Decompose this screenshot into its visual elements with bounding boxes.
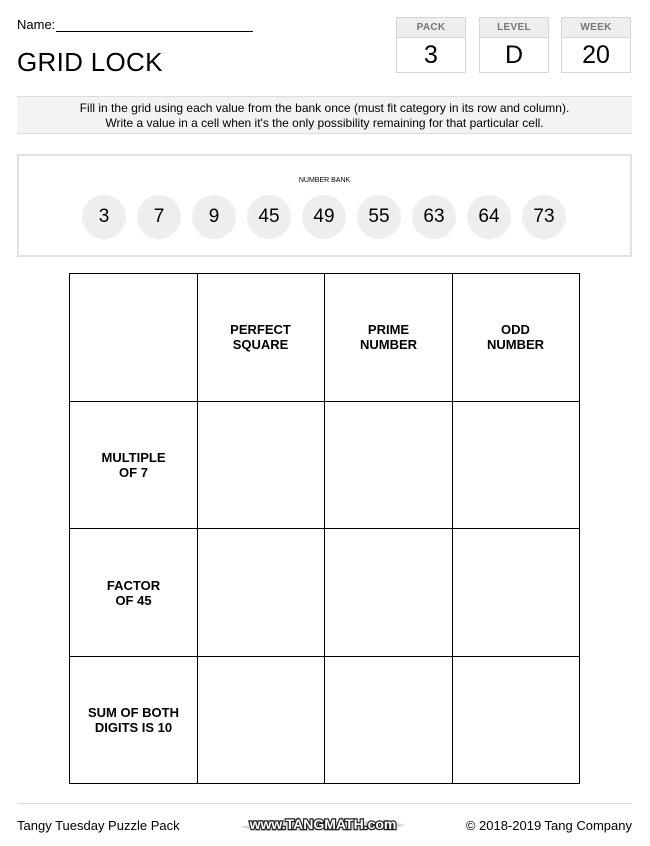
week-label: WEEK <box>562 18 630 38</box>
instructions-line-1: Fill in the grid using each value from the bank once (must fit category in its row and column). <box>79 101 570 115</box>
bank-number: 45 <box>247 195 291 239</box>
page-title: GRID LOCK <box>17 47 163 77</box>
level-box <box>479 17 549 73</box>
footer-pack-name: Tangy Tuesday Puzzle Pack <box>17 818 180 833</box>
answer-cell[interactable] <box>453 529 580 656</box>
footer-divider <box>17 803 632 804</box>
answer-cell[interactable] <box>198 529 325 656</box>
column-header-perfect-square <box>197 322 324 352</box>
row-header-factor-of-45 <box>70 578 197 608</box>
name-field <box>17 17 253 32</box>
row-header-line: OF 45 <box>115 593 152 608</box>
answer-cell[interactable] <box>325 402 452 529</box>
logo-text: www.TANGMATH.com <box>249 816 397 832</box>
tangmath-logo[interactable] <box>238 814 408 834</box>
number-bank-title: NUMBER BANK <box>298 177 351 184</box>
column-header-line: SQUARE <box>232 337 289 352</box>
name-blank-line[interactable] <box>56 18 253 32</box>
answer-cell[interactable] <box>325 657 452 784</box>
column-header-line: PERFECT <box>230 322 291 337</box>
bank-number: 63 <box>412 195 456 239</box>
answer-cell[interactable] <box>453 402 580 529</box>
bank-number: 64 <box>467 195 511 239</box>
row-header-line: FACTOR <box>106 578 161 593</box>
row-header-sum-of-digits-10 <box>70 705 197 735</box>
bank-number: 55 <box>357 195 401 239</box>
row-header-multiple-of-7 <box>70 450 197 480</box>
answer-cell[interactable] <box>453 657 580 784</box>
level-label: LEVEL <box>480 18 548 38</box>
answer-cell[interactable] <box>325 529 452 656</box>
number-bank <box>17 154 632 257</box>
row-header-line: OF 7 <box>119 465 148 480</box>
level-value: D <box>504 41 524 69</box>
row-header-line: SUM OF BOTH <box>88 705 179 720</box>
answer-cell[interactable] <box>198 402 325 529</box>
column-header-line: PRIME <box>367 322 410 337</box>
bank-number: 7 <box>137 195 181 239</box>
bank-number: 3 <box>82 195 126 239</box>
name-label: Name: <box>17 17 56 32</box>
footer-copyright: © 2018-2019 Tang Company <box>465 818 632 833</box>
pack-box <box>396 17 466 73</box>
answer-cell[interactable] <box>198 657 325 784</box>
week-value: 20 <box>582 41 610 69</box>
pack-label: PACK <box>397 18 465 38</box>
bank-number: 73 <box>522 195 566 239</box>
row-header-line: DIGITS IS 10 <box>94 720 173 735</box>
column-header-line: NUMBER <box>359 337 418 352</box>
column-header-line: ODD <box>501 322 530 337</box>
row-header-line: MULTIPLE <box>101 450 166 465</box>
column-header-prime-number <box>325 322 452 352</box>
instructions <box>17 96 632 134</box>
week-box <box>561 17 631 73</box>
bank-number: 49 <box>302 195 346 239</box>
puzzle-grid <box>69 273 580 784</box>
pack-value: 3 <box>424 41 438 69</box>
column-header-line: NUMBER <box>486 337 545 352</box>
bank-number: 9 <box>192 195 236 239</box>
instructions-line-2: Write a value in a cell when it's the only possibility remaining for that particular cell. <box>105 116 544 130</box>
column-header-odd-number <box>452 322 579 352</box>
